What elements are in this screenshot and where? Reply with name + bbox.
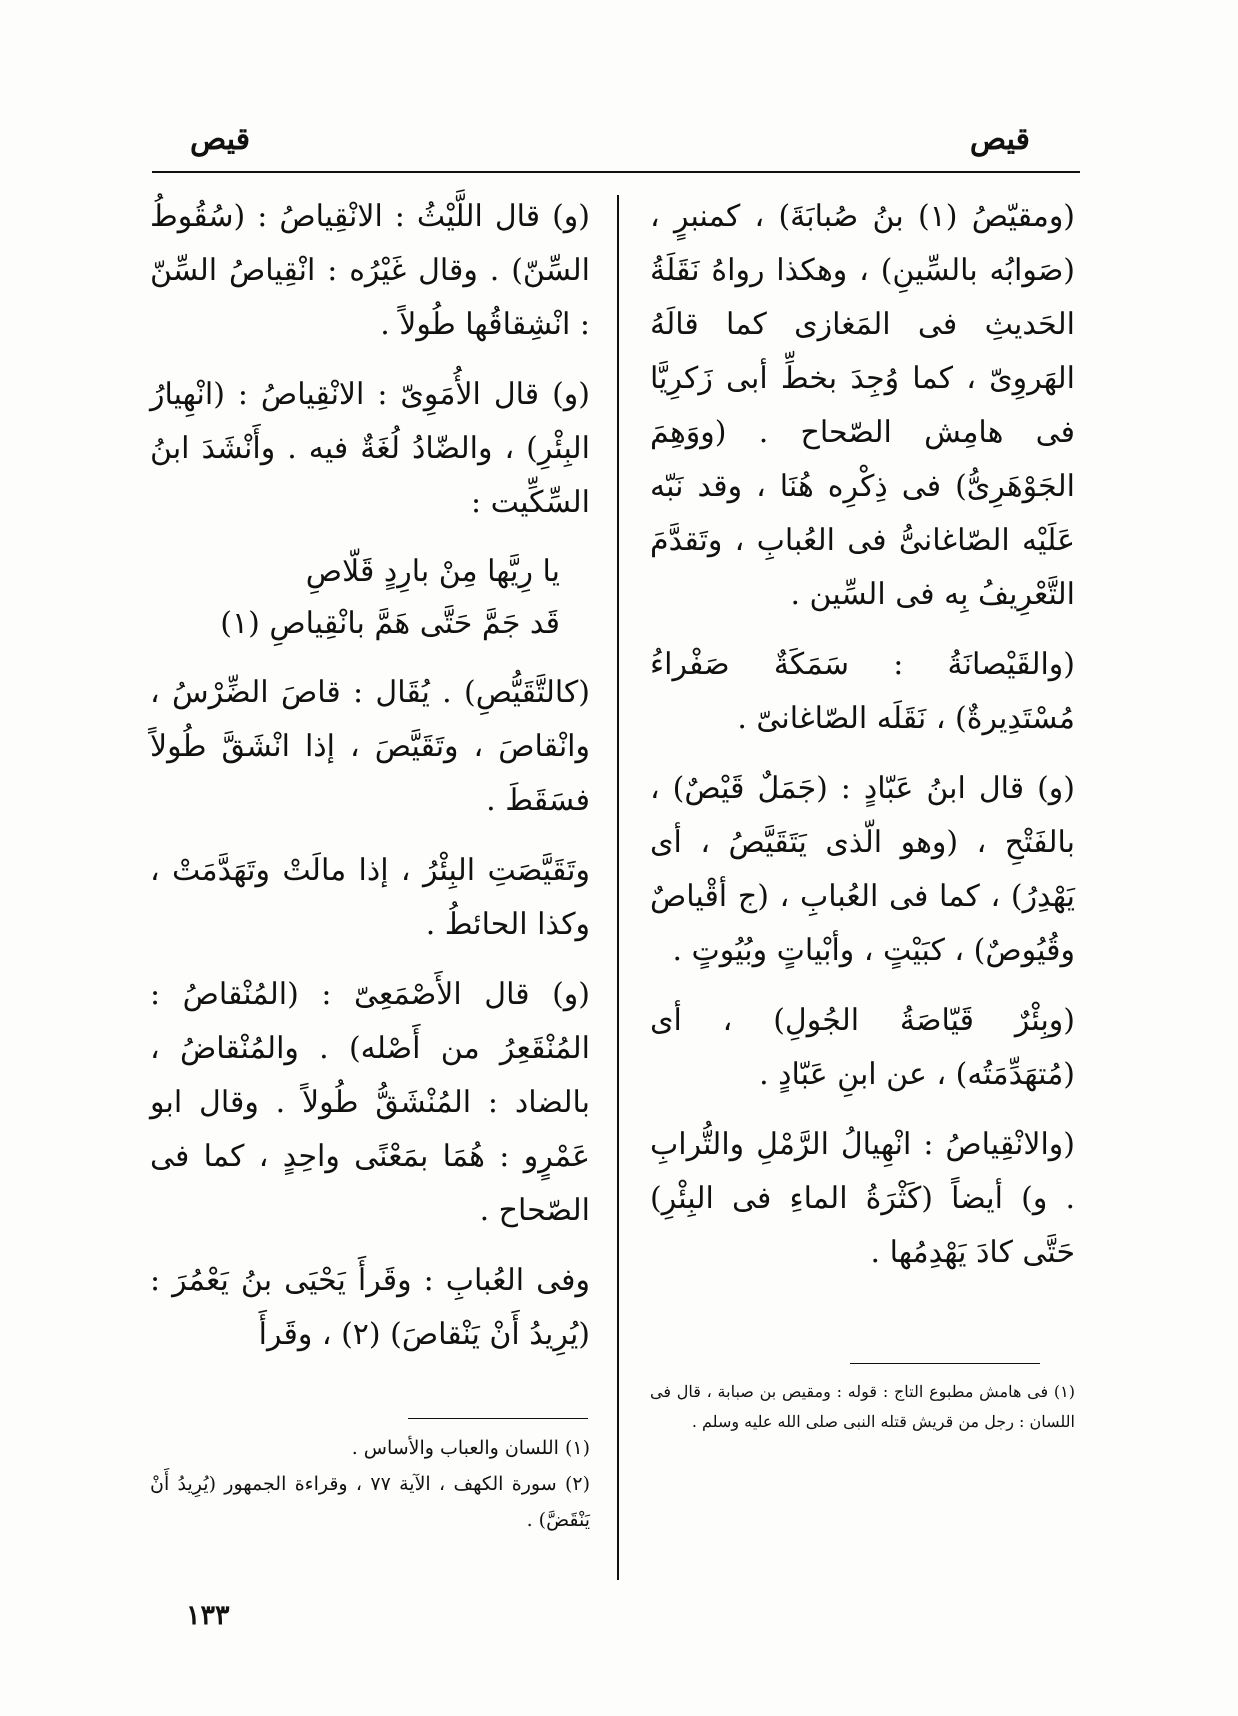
paragraph: (و) قال ابنُ عَبّادٍ : (جَمَلٌ قَيْصٌ) ، بالفَتْحِ ، (وهو الّذى يَتَقَيَّصُ ، أى يَهْدِرُ) ، كما فى العُبابِ ، (ج أقْياصٌ وقُيُوصٌ) ، كبَيْتٍ ، وأبْياتٍ وبُيُوتٍ . [650,771,1075,968]
right-column [650,190,1075,1296]
running-head-left: قيص [190,122,251,157]
paragraph: (و) قال الأُمَوِىّ : الانْقِياصُ : (انْهِيارُ البِئْرِ) ، والضّادُ لُغَةٌ فيه . وأَنْشَدَ ابنُ السِّكِّيت : [150,377,590,520]
paragraph: (ومقيّصُ (١) بنُ صُبابَةَ) ، كمنبرٍ ، (صَوابُه بالسِّينِ) ، وهكذا رواهُ نَقَلَةُ الحَديثِ فى المَغازى كما قالَهُ الهَروِىّ ، كما وُجِدَ بخطِّ أبى زَكرِيَّا فى هامِش الصّحاح . (ووَهِمَ الجَوْهَرِىُّ) فى ذِكْرِه هُنَا ، وقد نَبّه عَلَيْه الصّاغانىُّ فى العُبابِ ، وتَقدَّمَ التَّعْرِيفُ بِه فى السِّين . [650,199,1076,612]
left-column [150,190,590,1378]
verse-line: يا رِيَّها مِنْ بارِدٍ قَلّاصِ [305,554,560,589]
paragraph: (و) قال اللَّيْثُ : الانْقِياصُ : (سُقُوطُ السِّنّ) . وقال غَيْرُه : انْقِياصُ السِّنّ : انْشِقاقُها طُولاً . [150,199,590,342]
footnote: (١) فى هامش مطبوع التاج : قوله : ومقيص بن صبابة ، قال فى اللسان : رجل من قريش قتله النبى صلى الله عليه وسلم . [650,1382,1075,1431]
paragraph: (والقَيْصانَةُ : سَمَكَةٌ صَفْراءُ مُسْتَدِيرةٌ) ، نَقَلَه الصّاغانىّ . [650,647,1075,736]
footnotes-left [150,1430,590,1538]
paragraph: وفى العُبابِ : وقَرأَ يَحْيَى بنُ يَعْمُرَ : (يُرِيدُ أَنْ يَنْقاصَ) (٢) ، وقَرأَ [150,1263,590,1352]
paragraph: وتَقَيَّصَتِ البِئْرُ ، إذا مالَتْ وتَهَدَّمَتْ ، وكذا الحائطُ . [150,853,590,942]
footnote-rule-right [850,1363,1040,1364]
poetry-verse [150,546,590,650]
footnote: (٢) سورة الكهف ، الآية ٧٧ ، وقراءة الجمهور (يُرِيدُ أَنْ يَنْقَضَّ) . [150,1473,591,1531]
header-rule [152,171,1080,173]
paragraph: (و) قال الأَصْمَعِىّ : (المُنْقاصُ : المُنْقَعِرُ من أَصْله) . والمُنْقاضُ ، بالضاد : المُنْشَقُّ طُولاً . وقال ابو عَمْرٍو : هُمَا بمَعْنًى واحِدٍ ، كما فى الصّحاح . [150,977,590,1228]
running-head-right: قيص [969,122,1030,157]
paragraph: (وبِئْرٌ قَيّاصَةُ الجُولِ) ، أى (مُتهَدِّمَتُه) ، عن ابنِ عَبّادٍ . [650,1003,1075,1092]
paragraph: (والانْقِياصُ : انْهِيالُ الرَّمْلِ والتُّرابِ . و) أيضاً (كَثْرَةُ الماءِ فى البِئْرِ) حَتَّى كادَ يَهْدِمُها . [650,1127,1075,1270]
footnotes-right [650,1377,1075,1437]
page-number: ١٣٣ [186,1600,230,1631]
paragraph: (كالتَّقَيُّصِ) . يُقَال : قاصَ الضِّرْسُ ، وانْقاصَ ، وتَقَيَّصَ ، إذا انْشَقَّ طُولاً فسَقَطَ . [150,675,590,818]
column-divider [617,195,619,1580]
page-header [150,120,1080,168]
footnote-rule-left [408,1418,588,1419]
verse-line: قَد جَمَّ حَتَّى هَمَّ بانْقِياصِ (١) [220,606,560,641]
footnote: (١) اللسان والعباب والأساس . [351,1437,590,1459]
